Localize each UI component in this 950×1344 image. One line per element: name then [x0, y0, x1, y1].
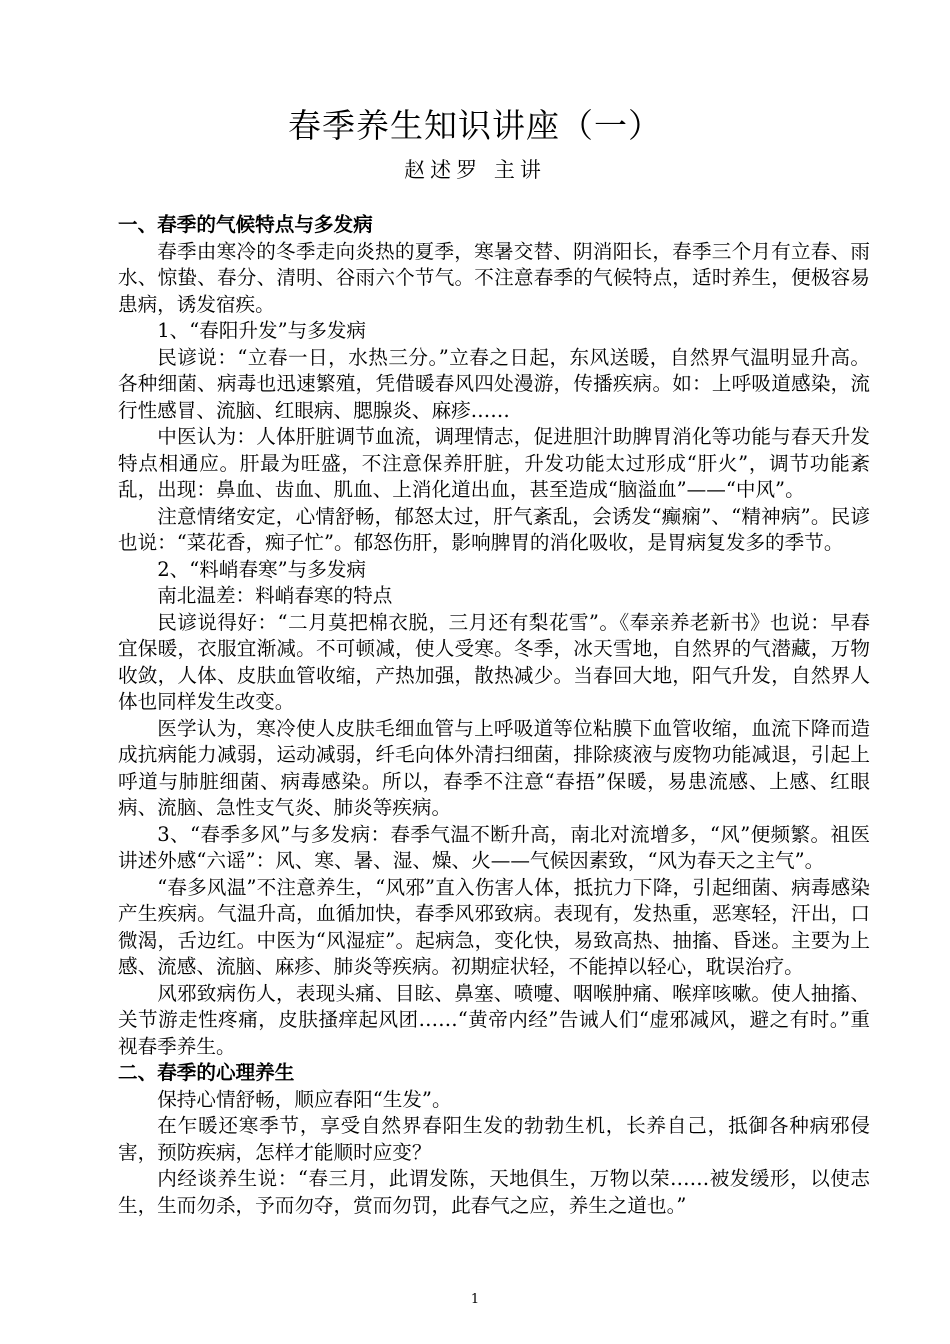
section-heading: 二、春季的心理养生 [118, 1061, 295, 1084]
paragraph: 风邪致病伤人，表现头痛、目眩、鼻塞、喷嚏、咽喉肿痛、喉痒咳嗽。使人抽搐、关节游走性疼痛，皮肤搔痒起风团……“黄帝内经”告诫人们“虚邪减风，避之有时。”重视春季养生。 [118, 981, 870, 1058]
paragraph: “春多风温”不注意养生，“风邪”直入伤害人体，抵抗力下降，引起细菌、病毒感染产生疾病。气温升高，血循加快，春季风邪致病。表现有，发热重，恶寒轻，汗出，口微渴，舌边红。中医为“风湿症”。起病急，变化快，易致高热、抽搐、昏迷。主要为上感、流感、流脑、麻疹、肺炎等疾病。初期症状轻，不能掉以轻心，耽误治疗。 [118, 875, 870, 978]
paragraph: 中医认为：人体肝脏调节血流，调理情志，促进胆汁助脾胃消化等功能与春天升发特点相通应。肝最为旺盛，不注意保养肝脏，升发功能太过形成“肝火”，调节功能紊乱，出现：鼻血、齿血、肌血、上消化道出血，甚至造成“脑溢血”——“中风”。 [118, 425, 870, 501]
page-number: 1 [470, 1292, 480, 1307]
paragraph: 在乍暖还寒季节，享受自然界春阳生发的勃勃生机，长养自己，抵御各种病邪侵害，预防疾病，怎样才能顺时应变？ [118, 1114, 870, 1164]
paragraph: 保持心情舒畅，顺应春阳“生发”。 [157, 1087, 452, 1111]
document-author: 赵述罗 主讲 [404, 158, 546, 182]
document-title: 春季养生知识讲座（一） [288, 106, 662, 145]
document-body [118, 212, 870, 1219]
paragraph: 民谚说得好：“二月莫把棉衣脱，三月还有梨花雪”。《奉亲养老新书》也说：早春宜保暖，衣服宜渐减。不可顿减，使人受寒。冬季，冰天雪地，自然界的气潜藏，万物收敛，人体、皮肤血管收缩，产热加强，散热减少。当春回大地，阳气升发，自然界人体也同样发生改变。 [118, 610, 870, 713]
subsection-heading: 2、“料峭春寒”与多发病 [157, 557, 367, 581]
section-heading: 一、春季的气候特点与多发病 [118, 213, 373, 236]
subsection-heading: 3、“春季多风”与多发病：春季气温不断升高，南北对流增多，“风”便频繁。祖医讲述外感“六谣”：风、寒、暑、湿、燥、火——气候因素致，“风为春天之主气”。 [118, 822, 870, 872]
paragraph: 民谚说：“立春一日，水热三分。”立春之日起，东风送暖，自然界气温明显升高。各种细菌、病毒也迅速繁殖，凭借暖春风四处漫游，传播疾病。如：上呼吸道感染，流行性感冒、流脑、红眼病、腮腺炎、麻疹…… [118, 345, 870, 422]
paragraph: 春季由寒冷的冬季走向炎热的夏季，寒暑交替、阴消阳长，春季三个月有立春、雨水、惊蛰、春分、清明、谷雨六个节气。不注意春季的气候特点，适时养生，便极容易患病，诱发宿疾。 [118, 239, 870, 316]
subsection-heading: 1、“春阳升发”与多发病 [157, 319, 367, 342]
paragraph: 注意情绪安定，心情舒畅，郁怒太过，肝气紊乱，会诱发“癫痫”、“精神病”。民谚也说：“菜花香，痴子忙”。郁怒伤肝，影响脾胃的消化吸收，是胃病复发多的季节。 [118, 504, 870, 554]
paragraph: 内经谈养生说：“春三月，此谓发陈，天地俱生，万物以荣……被发缓形，以使志生，生而勿杀，予而勿夺，赏而勿罚，此春气之应，养生之道也。” [118, 1167, 870, 1217]
paragraph: 医学认为，寒冷使人皮肤毛细血管与上呼吸道等位粘膜下血管收缩，血流下降而造成抗病能力减弱，运动减弱，纤毛向体外清扫细菌，排除痰液与废物功能减退，引起上呼道与肺脏细菌、病毒感染。所以，春季不注意“春捂”保暖，易患流感、上感、红眼病、流脑、急性支气炎、肺炎等疾病。 [118, 716, 870, 819]
paragraph: 南北温差：料峭春寒的特点 [157, 584, 393, 607]
